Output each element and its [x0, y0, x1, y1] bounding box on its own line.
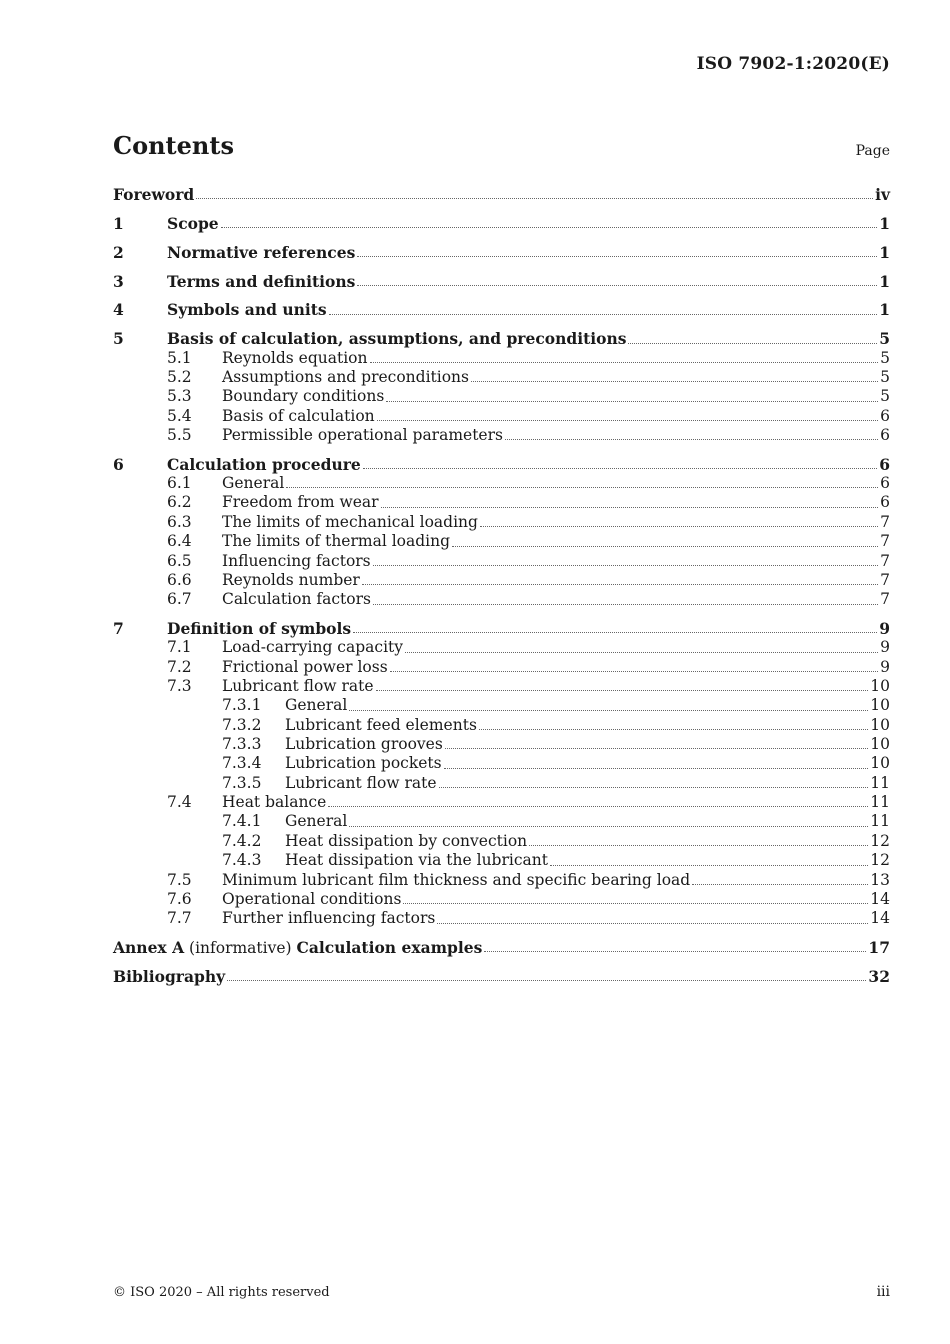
dot-leader: [628, 342, 877, 344]
dot-leader: [484, 950, 866, 952]
toc-number: 7.4.2: [222, 831, 262, 850]
toc-label: Calculation factors: [222, 590, 371, 609]
toc-page: 7: [880, 512, 890, 531]
toc-page: 12: [870, 831, 890, 850]
toc-page: 11: [870, 773, 890, 792]
toc-label: Lubricant flow rate: [285, 773, 437, 792]
toc-label: Boundary conditions: [222, 387, 385, 406]
dot-leader: [196, 197, 873, 199]
toc-entry-3[interactable]: [113, 272, 890, 291]
page-column-label: Page: [855, 143, 890, 159]
toc-label: Frictional power loss: [222, 657, 388, 676]
toc-entry-6-5[interactable]: [113, 552, 890, 571]
toc-number: 7.4.1: [222, 812, 262, 831]
toc-page: iv: [875, 185, 890, 204]
toc-number: 6.6: [167, 570, 192, 589]
toc-page: 17: [868, 938, 890, 958]
toc-label: Lubricant feed elements: [285, 715, 477, 734]
dot-leader: [437, 922, 868, 924]
page-number: iii: [876, 1284, 890, 1300]
toc-entry-5[interactable]: [113, 329, 890, 348]
toc-page: 1: [879, 271, 890, 291]
toc-label: Permissible operational parameters: [222, 425, 503, 444]
dot-leader: [373, 564, 878, 566]
toc-page: 6: [880, 474, 890, 493]
toc-number: 6.3: [167, 512, 192, 531]
toc-page: 10: [870, 715, 890, 734]
toc-number: 5.2: [167, 367, 192, 386]
toc-label: Lubrication pockets: [285, 754, 442, 773]
toc-entry-7-4-1[interactable]: [113, 812, 890, 831]
toc-entry-7-3[interactable]: [113, 677, 890, 696]
toc-label: Terms and definitions: [167, 271, 356, 291]
toc-number: 7.7: [167, 909, 192, 928]
toc-number: 7.3.2: [222, 715, 262, 734]
toc-label: Basis of calculation: [222, 406, 375, 425]
toc-label: Load-carrying capacity: [222, 638, 404, 657]
toc-number: 5.4: [167, 406, 192, 425]
toc-page: 5: [879, 329, 890, 349]
toc-number: 7.2: [167, 657, 192, 676]
toc-number: 5.5: [167, 425, 192, 444]
toc-number: 6.1: [167, 474, 192, 493]
toc-number: 6.4: [167, 532, 192, 551]
toc-number: 3: [113, 271, 124, 291]
dot-leader: [445, 747, 868, 749]
toc-label: Calculation procedure: [167, 454, 361, 474]
toc-label: [113, 938, 482, 958]
toc-entry-2[interactable]: [113, 243, 890, 262]
dot-leader: [373, 603, 878, 605]
dot-leader: [328, 805, 868, 807]
toc-number: 7.3.5: [222, 773, 262, 792]
toc-label: The limits of thermal loading: [222, 532, 451, 551]
toc-number: 6.2: [167, 493, 192, 512]
toc-entry-7-6[interactable]: [113, 890, 890, 909]
copyright-notice: © ISO 2020 – All rights reserved: [113, 1285, 330, 1300]
toc-page: 11: [870, 793, 890, 812]
toc-number: 5.1: [167, 348, 192, 367]
toc-label: Definition of symbols: [167, 619, 352, 639]
toc-page: 7: [880, 551, 890, 570]
toc-entry-5-1[interactable]: [113, 349, 890, 368]
toc-page: 14: [870, 889, 890, 908]
toc-entry-6[interactable]: [113, 455, 890, 474]
dot-leader: [479, 728, 868, 730]
toc-entry-5-3[interactable]: [113, 387, 890, 406]
toc-label: Heat balance: [222, 793, 327, 812]
toc-label: Assumptions and preconditions: [222, 367, 469, 386]
toc-entry-7-1[interactable]: [113, 638, 890, 657]
page-title: Contents: [113, 131, 234, 160]
toc-entry-7[interactable]: [113, 619, 890, 638]
dot-leader: [363, 467, 877, 469]
toc-label: Further influencing factors: [222, 909, 436, 928]
toc-entry-7-3-3[interactable]: [113, 735, 890, 754]
toc-number: 6.7: [167, 590, 192, 609]
toc-page: 7: [880, 590, 890, 609]
toc-page: 6: [880, 425, 890, 444]
toc-entry-7-3-2[interactable]: [113, 716, 890, 735]
dot-leader: [353, 631, 877, 633]
dot-leader: [403, 902, 868, 904]
toc-page: 7: [880, 570, 890, 589]
toc-page: 10: [870, 677, 890, 696]
dot-leader: [439, 786, 869, 788]
toc-entry-4[interactable]: [113, 300, 890, 319]
annex-prefix: Annex A: [113, 938, 185, 958]
toc-number: 7.3.3: [222, 735, 262, 754]
toc-page: 6: [880, 493, 890, 512]
toc-label: Heat dissipation by convection: [285, 831, 528, 850]
toc-entry-7-7[interactable]: [113, 909, 890, 928]
toc-entry-5-2[interactable]: [113, 368, 890, 387]
toc-page: 5: [880, 367, 890, 386]
dot-leader: [349, 825, 868, 827]
dot-leader: [390, 670, 878, 672]
toc-label: Lubrication grooves: [285, 735, 443, 754]
toc-entry-1[interactable]: [113, 214, 890, 233]
toc-label: Scope: [167, 213, 219, 233]
toc-number: 6.5: [167, 551, 192, 570]
dot-leader: [357, 284, 877, 286]
toc-entry-7-3-1[interactable]: [113, 696, 890, 715]
toc-label: Operational conditions: [222, 889, 402, 908]
toc-entry-7-4[interactable]: [113, 793, 890, 812]
annex-title: Calculation examples: [296, 938, 483, 958]
toc-label: Normative references: [167, 242, 356, 262]
dot-leader: [221, 226, 878, 228]
toc-number: 7.5: [167, 870, 192, 889]
toc-page: 1: [879, 300, 890, 320]
toc-entry-bibliography[interactable]: [113, 967, 890, 986]
toc-page: 10: [870, 735, 890, 754]
toc-entry-7-2[interactable]: [113, 658, 890, 677]
toc-label: Symbols and units: [167, 300, 327, 320]
toc-label: Bibliography: [113, 966, 226, 986]
toc-page: 10: [870, 754, 890, 773]
dot-leader: [370, 361, 879, 363]
toc-page: 7: [880, 532, 890, 551]
dot-leader: [376, 689, 869, 691]
dot-leader: [444, 767, 869, 769]
dot-leader: [381, 506, 879, 508]
dot-leader: [550, 864, 868, 866]
toc-number: 7.3: [167, 677, 192, 696]
dot-leader: [329, 313, 878, 315]
dot-leader: [362, 583, 878, 585]
toc-entry-7-4-3[interactable]: [113, 851, 890, 870]
toc-label: Foreword: [113, 185, 195, 204]
dot-leader: [471, 380, 878, 382]
toc-page: 14: [870, 909, 890, 928]
toc-number: 7: [113, 619, 124, 639]
toc-label: General: [285, 812, 348, 831]
toc-entry-6-7[interactable]: [113, 590, 890, 609]
toc-number: 2: [113, 242, 124, 262]
toc-entry-7-5[interactable]: [113, 871, 890, 890]
dot-leader: [405, 651, 878, 653]
toc-number: 7.3.4: [222, 754, 262, 773]
toc-number: 7.6: [167, 889, 192, 908]
toc-page: 11: [870, 812, 890, 831]
toc-number: 4: [113, 300, 124, 320]
toc-label: Minimum lubricant film thickness and specific bearing load: [222, 870, 691, 889]
toc-entry-6-1[interactable]: [113, 474, 890, 493]
dot-leader: [529, 844, 868, 846]
toc-entry-6-4[interactable]: [113, 532, 890, 551]
dot-leader: [692, 883, 868, 885]
table-of-contents: [113, 185, 890, 986]
dot-leader: [377, 419, 878, 421]
toc-page: 5: [880, 348, 890, 367]
dot-leader: [286, 486, 878, 488]
toc-number: 6: [113, 454, 124, 474]
dot-leader: [357, 255, 877, 257]
toc-label: Reynolds number: [222, 570, 360, 589]
toc-number: 5: [113, 329, 124, 349]
toc-number: 7.4.3: [222, 851, 262, 870]
toc-number: 7.1: [167, 638, 192, 657]
toc-number: 7.3.1: [222, 696, 262, 715]
toc-page: 5: [880, 387, 890, 406]
dot-leader: [452, 545, 878, 547]
toc-page: 1: [879, 213, 890, 233]
toc-entry-6-3[interactable]: [113, 513, 890, 532]
dot-leader: [227, 979, 866, 981]
toc-label: Influencing factors: [222, 551, 371, 570]
toc-entry-6-2[interactable]: [113, 493, 890, 512]
toc-entry-6-6[interactable]: [113, 571, 890, 590]
toc-page: 9: [880, 657, 890, 676]
toc-entry-7-4-2[interactable]: [113, 832, 890, 851]
toc-page: 1: [879, 242, 890, 262]
toc-page: 32: [868, 966, 890, 986]
toc-number: 7.4: [167, 793, 192, 812]
toc-page: 6: [879, 454, 890, 474]
toc-entry-5-4[interactable]: [113, 407, 890, 426]
toc-page: 13: [870, 870, 890, 889]
standard-identifier: ISO 7902-1:2020(E): [696, 54, 890, 74]
toc-number: 5.3: [167, 387, 192, 406]
dot-leader: [480, 525, 878, 527]
toc-page: 9: [879, 619, 890, 639]
toc-label: Freedom from wear: [222, 493, 379, 512]
toc-entry-7-3-5[interactable]: [113, 774, 890, 793]
dot-leader: [386, 400, 878, 402]
toc-number: 1: [113, 213, 124, 233]
toc-entry-5-5[interactable]: [113, 426, 890, 445]
toc-label: Reynolds equation: [222, 348, 368, 367]
toc-label: The limits of mechanical loading: [222, 512, 478, 531]
toc-entry-annex-a[interactable]: [113, 938, 890, 957]
annex-qualifier: (informative): [184, 939, 297, 958]
toc-page: 10: [870, 696, 890, 715]
toc-label: Lubricant flow rate: [222, 677, 374, 696]
toc-label: Heat dissipation via the lubricant: [285, 851, 548, 870]
toc-page: 12: [870, 851, 890, 870]
dot-leader: [505, 438, 878, 440]
toc-label: General: [285, 696, 348, 715]
toc-entry-foreword[interactable]: [113, 185, 890, 204]
dot-leader: [349, 709, 868, 711]
toc-page: 6: [880, 406, 890, 425]
toc-entry-7-3-4[interactable]: [113, 754, 890, 773]
toc-page: 9: [880, 638, 890, 657]
toc-label: Basis of calculation, assumptions, and preconditions: [167, 329, 627, 349]
toc-label: General: [222, 474, 285, 493]
